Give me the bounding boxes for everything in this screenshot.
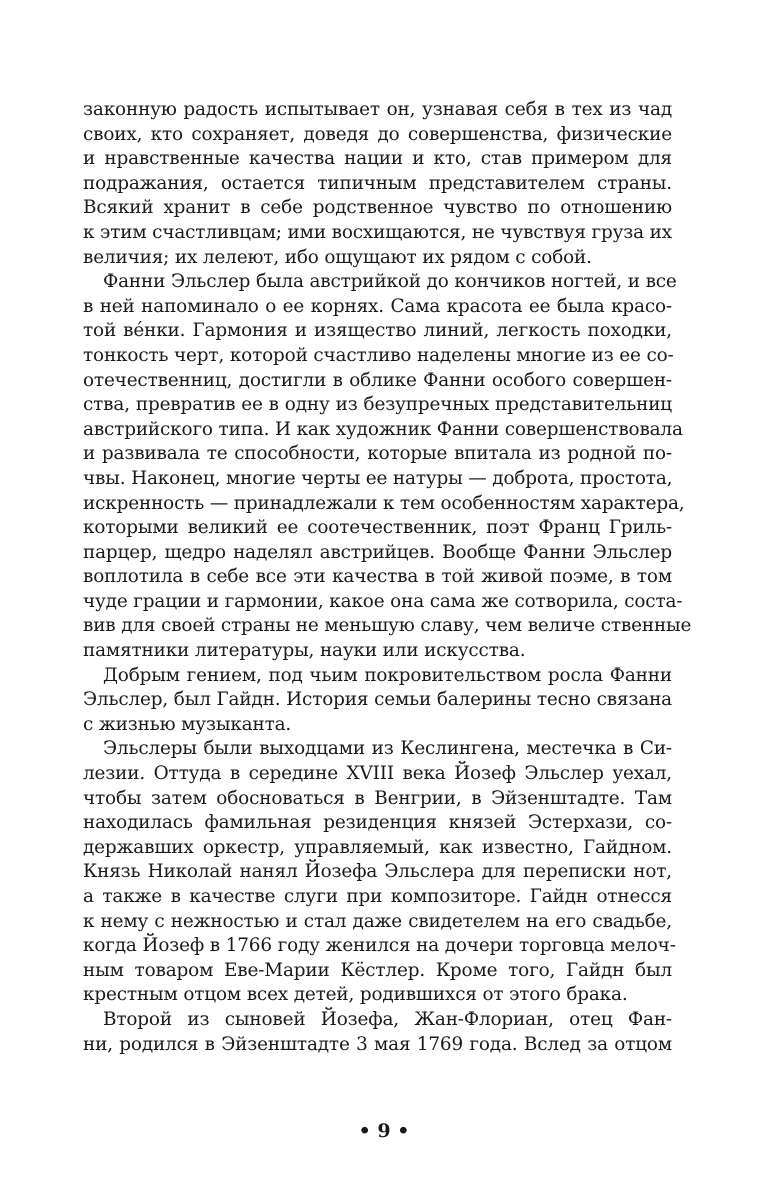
body-text: [83, 98, 692, 1057]
text-line: к этим счастливцам; ими восхищаются, не чувствуя груза их: [83, 221, 672, 243]
text-line: с жизнью музыканта.: [83, 713, 292, 735]
text-line: ства, превратив ее в одну из безупречных представительниц: [83, 394, 672, 416]
text-line: воплотила в себе все эти качества в той живой поэме, в том: [83, 566, 672, 588]
text-line: искренность — принадлежали к тем особенностям характера,: [83, 492, 685, 514]
text-line: Фанни Эльслер была австрийкой до кончиков ногтей, и все: [103, 271, 677, 293]
text-line: величия; их лелеют, ибо ощущают их рядом с собой.: [83, 246, 592, 268]
text-line: Князь Николай нанял Йозефа Эльслера для переписки нот,: [83, 861, 672, 883]
text-line: когда Йозеф в 1766 году женился на дочери торговца мелоч-: [83, 935, 676, 957]
text-line: к нему с нежностью и стал даже свидетелем на его свадьбе,: [83, 910, 672, 932]
text-line: крестным отцом всех детей, родившихся от этого брака.: [83, 984, 628, 1006]
text-line: и нравственные качества нации и кто, став примером для: [83, 148, 672, 170]
text-line: чвы. Наконец, многие черты ее натуры — доброта, простота,: [83, 467, 673, 489]
text-line: Эльслеры были выходцами из Кеслингена, местечка в Си-: [103, 738, 672, 760]
text-line: которыми великий ее соотечественник, поэт Франц Гриль-: [83, 517, 672, 539]
text-line: памятники литературы, науки или искусства.: [83, 640, 526, 662]
text-line: австрийского типа. И как художник Фанни совершенствовала: [83, 418, 683, 440]
text-line: чтобы затем обосноваться в Венгрии, в Эйзенштадте. Там: [83, 787, 672, 809]
text-line: ным товаром Еве-Марии Кёстлер. Кроме того, Гайдн был: [83, 959, 672, 981]
text-line: в ней напоминало о ее корнях. Сама красота ее была красо-: [83, 295, 672, 317]
text-line: Добрым гением, под чьим покровительством росла Фанни: [103, 664, 672, 686]
text-line: Эльслер, был Гайдн. История семьи балерины тесно связана: [83, 689, 672, 711]
text-line: находилась фамильная резиденция князей Эстерхази, со-: [83, 812, 672, 834]
text-line: своих, кто сохраняет, доведя до совершенства, физические: [83, 123, 672, 145]
text-line: державших оркестр, управляемый, как известно, Гайдном.: [83, 836, 672, 858]
text-line: отечественниц, достигли в облике Фанни особого совершен-: [83, 369, 672, 391]
text-line: той вéнки. Гармония и изящество линий, легкость походки,: [83, 320, 672, 342]
text-line: а также в качестве слуги при композиторе. Гайдн отнесся: [83, 886, 672, 907]
page-number: • 9 •: [358, 1120, 410, 1142]
text-line: Второй из сыновей Йозефа, Жан-Флориан, отец Фан-: [103, 1008, 672, 1030]
text-line: чуде грации и гармонии, какое она сама же сотворила, соста-: [83, 590, 683, 612]
text-line: парцер, щедро наделял австрийцев. Вообще Фанни Эльслер: [83, 541, 672, 563]
text-line: законную радость испытывает он, узнавая себя в тех из чад: [83, 99, 672, 120]
text-line: ни, родился в Эйзенштадте 3 мая 1769 года. Вслед за отцом: [83, 1033, 672, 1055]
text-line: Всякий хранит в себе родственное чувство по отношению: [83, 197, 672, 219]
text-line: тонкость черт, которой счастливо наделены многие из ее со-: [83, 344, 674, 366]
text-line: и развивала те способности, которые впитала из родной по-: [83, 443, 672, 465]
text-line: подражания, остается типичным представителем страны.: [83, 172, 672, 194]
text-line: вив для своей страны не меньшую славу, чем величе ственные: [83, 615, 692, 637]
text-line: лезии. Оттуда в середине XVIII века Йозеф Эльслер уехал,: [83, 763, 672, 785]
